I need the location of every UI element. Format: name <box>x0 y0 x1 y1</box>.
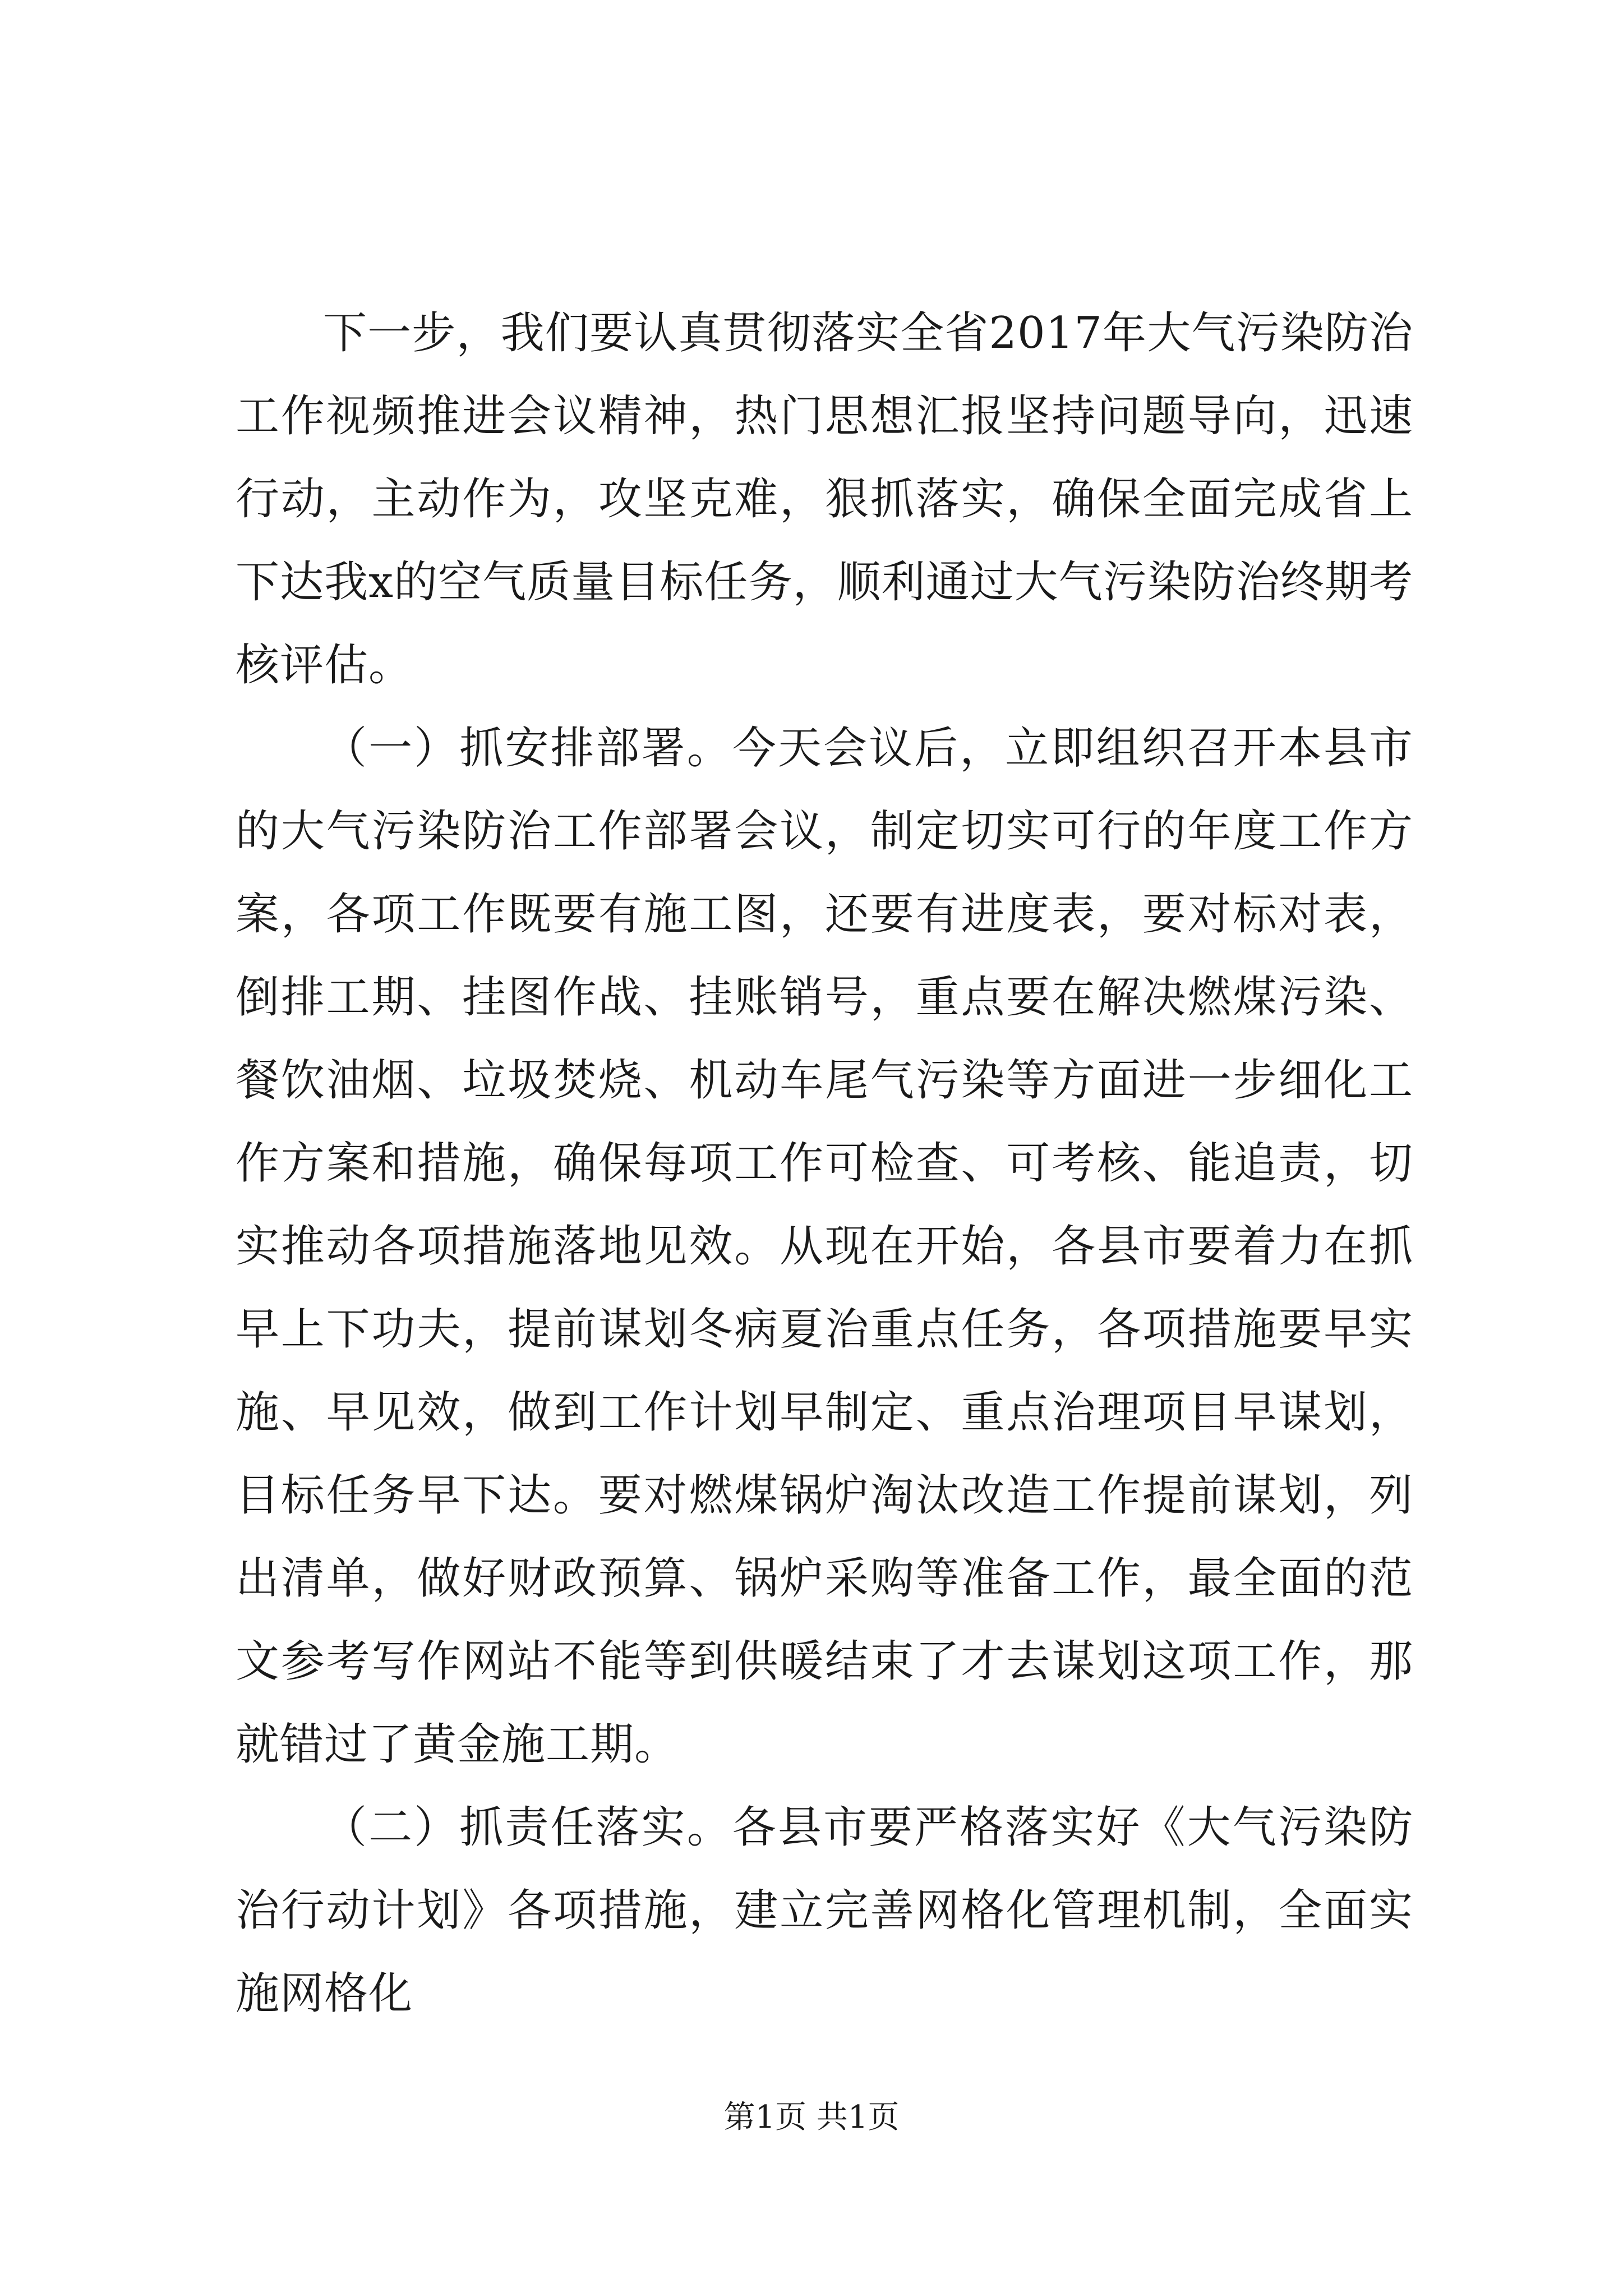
page-footer: 第1页 共1页 <box>723 2099 900 2136</box>
document-body <box>236 292 1413 2035</box>
paragraph-next-steps: 下一步，我们要认真贯彻落实全省2017年大气污染防治工作视频推进会议精神，热门思想汇报坚持问题导向，迅速行动，主动作为，攻坚克难，狠抓落实，确保全面完成省上下达我x的空气质量目标任务，顺利通过大气污染防治终期考核评估。 <box>236 308 1413 691</box>
paragraph-responsibility: （二）抓责任落实。各县市要严格落实好《大气污染防治行动计划》各项措施，建立完善网格化管理机制，全面实施网格化 <box>236 1802 1413 2019</box>
paragraph-deployment: （一）抓安排部署。今天会议后，立即组织召开本县市的大气污染防治工作部署会议，制定切实可行的年度工作方案，各项工作既要有施工图，还要有进度表，要对标对表，倒排工期、挂图作战、挂账销号，重点要在解决燃煤污染、餐饮油烟、垃圾焚烧、机动车尾气污染等方面进一步细化工作方案和措施，确保每项工作可检查、可考核、能追责，切实推动各项措施落地见效。从现在开始，各县市要着力在抓早上下功夫，提前谋划冬病夏治重点任务，各项措施要早实施、早见效，做到工作计划早制定、重点治理项目早谋划，目标任务早下达。要对燃煤锅炉淘汰改造工作提前谋划，列出清单，做好财政预算、锅炉采购等准备工作，最全面的范文参考写作网站不能等到供暖结束了才去谋划这项工作，那就错过了黄金施工期。 <box>236 723 1413 1770</box>
